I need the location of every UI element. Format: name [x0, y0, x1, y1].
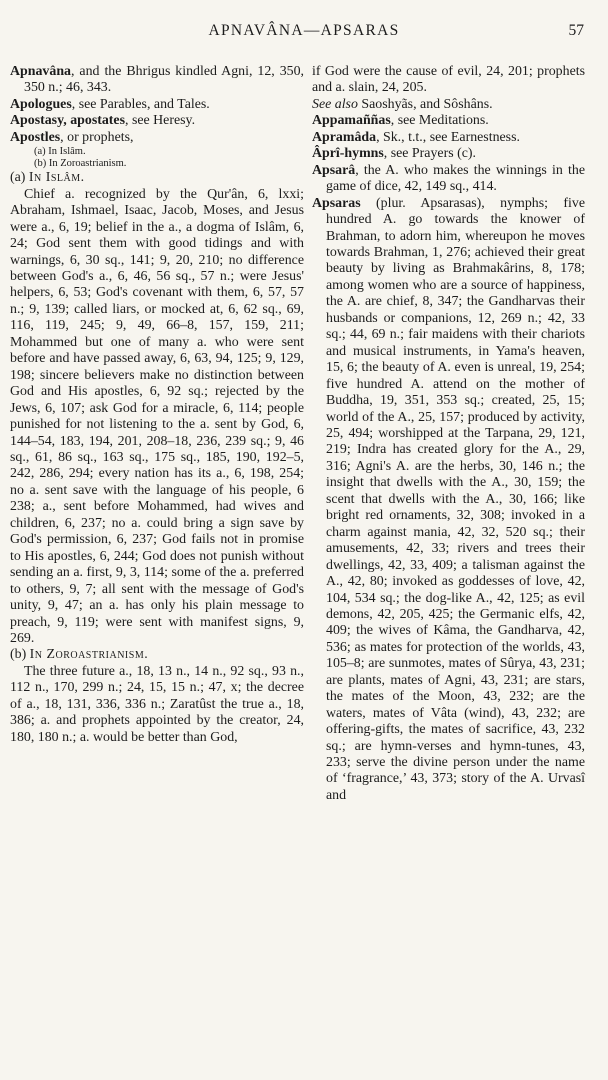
section-title: In Islâm. — [28, 170, 85, 186]
entry-headword: Apsaras — [312, 195, 361, 211]
entry-text: , and the Bhrigus kindled Agni, 12, 350, 350 n.; 46, 343. — [24, 64, 304, 96]
section-heading-islam — [10, 170, 304, 186]
section-label: (a) — [10, 170, 29, 186]
entry-text: , Sk., t.t., see Earnestness. — [376, 129, 520, 145]
entry-headword: Apologues — [10, 96, 72, 112]
entry-apostles — [10, 130, 304, 146]
section-title: In Zoroastrianism. — [29, 647, 149, 663]
entry-text: , see Parables, and Tales. — [71, 96, 210, 112]
entry-appamannas — [312, 113, 585, 129]
entry-apologues — [10, 97, 304, 113]
see-also-text: Saoshyãs, and Sôshâns. — [357, 96, 493, 112]
see-also-reference — [312, 97, 585, 113]
section-label: (b) — [10, 647, 30, 663]
entry-text: , the A. who makes the winnings in the game of dice, 42, 149 sq., 414. — [326, 162, 585, 195]
entry-headword: Apramâda — [312, 129, 377, 145]
section-body-islam: Chief a. recognized by the Qur'ân, 6, lxxi; Abraham, Ishmael, Isaac, Jacob, Moses, and Jesus were a., 6, 19; belief in the a., a dogma of Islâm, 6, 24; God sent them with good tidings and with warnings, 6, 30 sq., 141; 9, 20, 210; no difference between God's a., 6, 46, 56 sq., 57 n.; were Jesus' helpers, 6, 53; God's covenant with them, 6, 57, 57 n.; 9, 139; called liars, or mocked at, 6, 62 sq., 69, 116, 119, 245; 9, 49, 66–8, 157, 159, 211; Mohammed but one of many a. who were sent before and have passed away, 6, 63, 94, 125; 9, 129, 198; sincere believers make no distinction between God and His apostles, 6, 92 sq.; rejected by the Jews, 6, 107; ask God for a miracle, 6, 114; people punished for not listening to the a. sent by God, 6, 144–54, 183, 194, 201, 208–18, 236, 239 sq.; 9, 46 sq., 61, 86 sq., 163 sq., 175 sq., 185, 190, 192–5, 242, 286, 294; every nation has its a., 6, 198, 254; no a. sent save with the language of his people, 6 238; a., sent before Mohammed, had wives and children, 6, 237; no a. could bring a sign save by God's permission, 6, 237; God fails not in promise to His apostles, 6, 244; God does not punish without sending an a. first, 9, 3, 114; some of the a. preferred to others, 9, 7; all sent with the message of God's unity, 9, 47; an a. has only his plain message to preach, 9, 119; were sent with manifest signs, 9, 269. — [10, 186, 304, 646]
entry-headword: Apsarâ — [312, 162, 356, 178]
entry-text: , see Meditations. — [390, 113, 489, 129]
left-column — [10, 64, 304, 746]
page-header — [0, 22, 608, 44]
subdivision-b: (b) In Zoroastrianism. — [34, 158, 127, 170]
running-title: APNAVÂNA—APSARAS — [208, 22, 400, 39]
page-number: 57 — [568, 22, 584, 39]
entry-apnavana — [10, 64, 304, 97]
right-column — [312, 64, 585, 804]
entry-text: , or prophets, — [60, 129, 134, 145]
entry-apostasy — [10, 113, 304, 129]
entry-text: (plur. Apsarasas), nymphs; five hundred A. go towards the knower of Brahman, to adorn him, whereupon he moves towards Brahman, 1, 276; achieved their great beauty by living as Brahmakârins, 8, 178; among women who are a source of happiness, the A. are chief, 8, 347; the Gandharvas their husbands or companions, 12, 269 n.; 42, 33 sq.; 44, 69 n.; fair maidens with their chariots and musical instruments, in Yama's heaven, 15, 6; the beauty of A. even is unreal, 19, 254; five hundred A. attend on the mother of Buddha, 19, 351, 353 sq.; created, 25, 15; world of the A., 25, 157; produced by activity, 25, 494; worshipped at the Tarpana, 29, 121, 219; Indra has created glory for the A., 29, 316; Agni's A. are the herbs, 30, 146 n.; the insight that dwells with the A., 30, 159; the scent that dwells with the A., 30, 166; like bright red ornaments, 32, 308; invoked in a charm against mania, 42, 32, 520 sq.; their amusements, 42, 33; rivers and trees their dwellings, 42, 33, 409; a talisman against the A., 42, 80; invoked as goddesses of love, 42, 104, 534 sq.; the dog-like A., 42, 125; as evil demons, 42, 205, 425; the Germanic elfs, 42, 409; the wives of Kâma, the Gandharva, 42, 536; as mates for protection of the worlds, 43, 105–8; are sunmotes, mates of Sûrya, 43, 231; are plants, mates of Agni, 43, 231; are stars, the mates of the Moon, 43, 232; are the waters, mates of Vâta (wind), 43, 232; are offering-gifts, the mates of sacrifice, 43, 232 sq.; are hymn-verses and hymn-tunes, 43, 233; serve the divine person under the name of ‘fragrance,’ 43, 373; story of the A. Urvasî and — [326, 195, 585, 803]
entry-apsara — [312, 163, 585, 196]
entry-text: , see Prayers (c). — [383, 146, 476, 162]
section-body-zoroastrianism: The three future a., 18, 13 n., 14 n., 92 sq., 93 n., 112 n., 170, 299 n.; 24, 15, 15 n.; 47, x; the decree of a., 18, 131, 336, 336 n.; Zaratûst the true a., 18, 386; a. and prophets appointed by the creator, 24, 180, 180 n.; a. would be better than God, — [10, 663, 304, 745]
entry-headword: Appamaññas — [312, 113, 391, 129]
entry-headword: Apostasy, apostates — [10, 113, 125, 129]
entry-headword: Apostles — [10, 129, 61, 145]
entry-headword: Âprî-hymns — [312, 146, 384, 162]
entry-text: , see Heresy. — [125, 113, 196, 129]
subdivision-a: (a) In Islâm. — [34, 146, 86, 158]
entry-apsaras — [312, 196, 585, 805]
entry-headword: Apnavâna — [10, 64, 71, 79]
entry-apramada — [312, 130, 585, 146]
entry-continuation: if God were the cause of evil, 24, 201; prophets and a. slain, 24, 205. — [312, 64, 585, 96]
entry-apri-hymns — [312, 146, 585, 162]
section-heading-zoroastrianism — [10, 647, 304, 663]
see-also-label: See also — [312, 96, 358, 112]
